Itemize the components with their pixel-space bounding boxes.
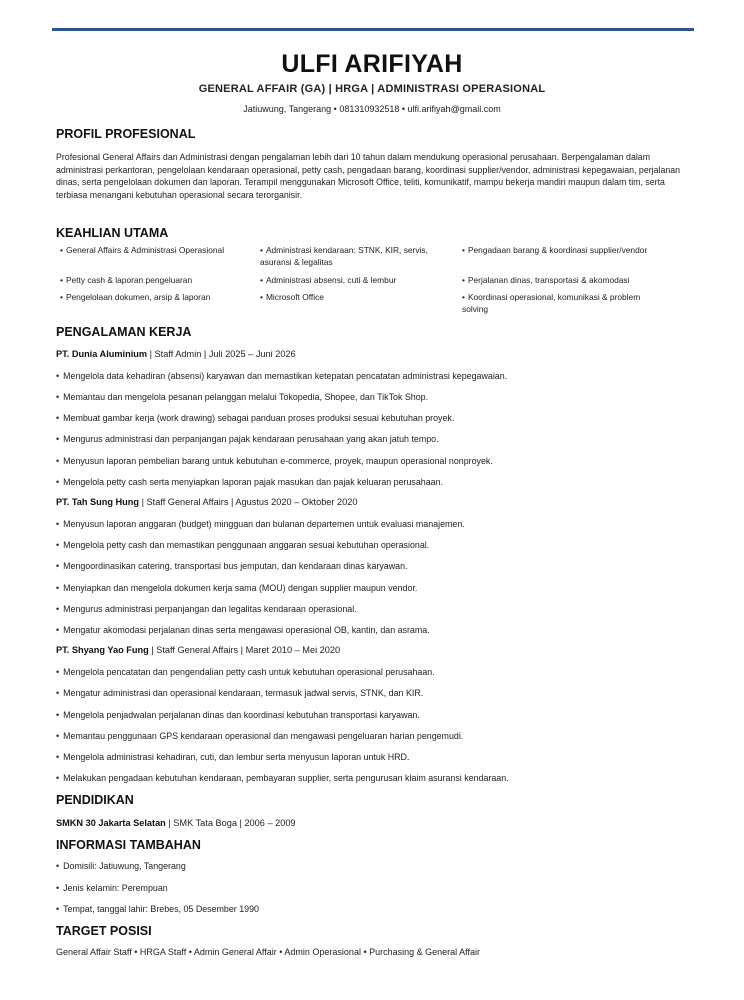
bullet: • bbox=[462, 292, 465, 302]
skill-label: Petty cash & laporan pengeluaran bbox=[65, 275, 193, 285]
duty-text: Memantau penggunaan GPS kendaraan operasional dan mengawasi pengeluaran harian pengemudi. bbox=[63, 731, 464, 741]
skill-label: Pengelolaan dokumen, arsip & laporan bbox=[65, 292, 211, 302]
bullet: • bbox=[56, 625, 60, 635]
job-header bbox=[56, 497, 357, 507]
bullet: • bbox=[260, 245, 263, 255]
job-header bbox=[56, 349, 296, 359]
duty-text: Mengelola administrasi kehadiran, cuti, dan lembur serta menyusun laporan untuk HRD. bbox=[63, 752, 410, 762]
job-detail: | Staff Admin | Juli 2025 – Juni 2026 bbox=[147, 349, 296, 359]
bullet: • bbox=[56, 688, 60, 698]
duty-text: Mengoordinasikan catering, transportasi bus jemputan, dan kendaraan dinas karyawan. bbox=[63, 561, 408, 571]
bullet: • bbox=[56, 667, 60, 677]
duty-text: Membuat gambar kerja (work drawing) sebagai panduan proses produksi sesuai kebutuhan proyek. bbox=[63, 413, 455, 423]
duty-text: Memantau dan mengelola pesanan pelanggan melalui Tokopedia, Shopee, dan TikTok Shop. bbox=[63, 392, 429, 402]
list-item bbox=[56, 731, 463, 741]
contact-line: Jatiuwung, Tangerang • 081310932518 • ulfi.arifiyah@gmail.com bbox=[243, 104, 501, 114]
education-detail: | SMK Tata Boga | 2006 – 2009 bbox=[165, 818, 296, 828]
bullet: • bbox=[56, 434, 60, 444]
list-item bbox=[56, 667, 435, 677]
list-item bbox=[56, 434, 439, 444]
duty-text: Mengatur administrasi dan operasional kendaraan, termasuk jadwal servis, STNK, dan KIR. bbox=[63, 688, 424, 698]
job-detail: | Staff General Affairs | Agustus 2020 – Oktober 2020 bbox=[139, 497, 358, 507]
skill-item bbox=[60, 275, 255, 287]
section-heading-education: PENDIDIKAN bbox=[56, 793, 134, 807]
info-text: Jenis kelamin: Perempuan bbox=[63, 883, 168, 893]
duty-text: Mengelola petty cash serta menyiapkan laporan pajak masukan dan pajak keluaran perusahaan. bbox=[63, 477, 444, 487]
list-item bbox=[56, 583, 417, 593]
list-item bbox=[56, 883, 168, 893]
section-heading-profile: PROFIL PROFESIONAL bbox=[56, 127, 196, 141]
skill-item bbox=[60, 245, 255, 257]
profile-summary: Profesional General Affairs dan Administrasi dengan pengalaman lebih dari 10 tahun dalam mendukung operasional perusahaan. Berpengalaman dalam administrasi perkantoran, pengelolaan kendaraan operasional, petty cash, pengadaan barang, koordinasi supplier/vendor, administrasi kepegawaian, perjalanan dinas, serta pengelolaan dokumen dan laporan. Terampil menggunakan Microsoft Office, teliti, komunikatif, mampu bekerja mandiri maupun dalam tim, serta terbiasa menangani kebutuhan operasional secara terorganisir. bbox=[56, 152, 681, 200]
skill-item bbox=[60, 292, 255, 304]
list-item bbox=[56, 413, 454, 423]
skill-item bbox=[462, 292, 657, 315]
list-item bbox=[56, 371, 507, 381]
list-item bbox=[56, 604, 357, 614]
job-header bbox=[56, 645, 340, 655]
bullet: • bbox=[56, 752, 60, 762]
bullet: • bbox=[462, 275, 465, 285]
skill-label: Pengadaan barang & koordinasi supplier/vendor bbox=[467, 245, 648, 255]
duty-text: Mengurus administrasi perpanjangan dan legalitas kendaraan operasional. bbox=[63, 604, 357, 614]
bullet: • bbox=[56, 561, 60, 571]
bullet: • bbox=[260, 292, 263, 302]
duty-text: Mengurus administrasi dan perpanjangan pajak kendaraan perusahaan yang akan jatuh tempo. bbox=[63, 434, 439, 444]
skill-label: Koordinasi operasional, komunikasi & problem solving bbox=[462, 292, 641, 314]
list-item bbox=[56, 561, 407, 571]
bullet: • bbox=[462, 245, 465, 255]
bullet: • bbox=[56, 477, 60, 487]
bullet: • bbox=[56, 519, 60, 529]
list-item bbox=[56, 519, 465, 529]
list-item bbox=[56, 540, 429, 550]
skill-label: Administrasi absensi, cuti & lembur bbox=[265, 275, 397, 285]
list-item bbox=[56, 688, 423, 698]
duty-text: Mengelola pencatatan dan pengendalian petty cash untuk kebutuhan operasional perusahaan. bbox=[63, 667, 435, 677]
skill-label: Administrasi kendaraan: STNK, KIR, servis, asuransi & legalitas bbox=[260, 245, 428, 267]
duty-text: Mengatur akomodasi perjalanan dinas serta mengawasi operasional OB, kantin, dan asrama. bbox=[63, 625, 430, 635]
bullet: • bbox=[56, 371, 60, 381]
bullet: • bbox=[56, 861, 60, 871]
list-item bbox=[56, 625, 430, 635]
list-item bbox=[56, 861, 186, 871]
skill-label: General Affairs & Administrasi Operasional bbox=[65, 245, 225, 255]
bullet: • bbox=[60, 275, 63, 285]
bullet: • bbox=[56, 583, 60, 593]
skill-item bbox=[462, 275, 657, 287]
candidate-title: GENERAL AFFAIR (GA) | HRGA | ADMINISTRASI OPERASIONAL bbox=[198, 83, 546, 95]
skill-item bbox=[260, 275, 455, 287]
bullet: • bbox=[56, 904, 60, 914]
company-name: PT. Tah Sung Hung bbox=[56, 497, 140, 507]
section-heading-skills: KEAHLIAN UTAMA bbox=[56, 226, 169, 240]
skill-item bbox=[260, 245, 455, 268]
info-text: Tempat, tanggal lahir: Brebes, 05 Desember 1990 bbox=[63, 904, 259, 914]
bullet: • bbox=[56, 604, 60, 614]
bullet: • bbox=[60, 245, 63, 255]
bullet: • bbox=[260, 275, 263, 285]
skill-label: Perjalanan dinas, transportasi & akomodasi bbox=[467, 275, 630, 285]
candidate-name: ULFI ARIFIYAH bbox=[281, 50, 463, 78]
list-item bbox=[56, 773, 509, 783]
bullet: • bbox=[56, 773, 60, 783]
section-heading-target: TARGET POSISI bbox=[56, 924, 152, 938]
list-item bbox=[56, 904, 259, 914]
bullet: • bbox=[56, 540, 60, 550]
company-name: PT. Dunia Aluminium bbox=[56, 349, 148, 359]
bullet: • bbox=[60, 292, 63, 302]
list-item bbox=[56, 456, 493, 466]
target-positions: General Affair Staff • HRGA Staff • Admin General Affair • Admin Operasional • Purchasing & General Affair bbox=[56, 947, 480, 957]
list-item bbox=[56, 710, 420, 720]
top-accent-bar bbox=[52, 28, 694, 31]
bullet: • bbox=[56, 883, 60, 893]
bullet: • bbox=[56, 456, 60, 466]
bullet: • bbox=[56, 710, 60, 720]
bullet: • bbox=[56, 392, 60, 402]
school-name: SMKN 30 Jakarta Selatan bbox=[56, 818, 166, 828]
duty-text: Menyusun laporan pembelian barang untuk kebutuhan e-commerce, proyek, maupun operasional nonproyek. bbox=[63, 456, 493, 466]
duty-text: Menyiapkan dan mengelola dokumen kerja sama (MOU) dengan supplier maupun vendor. bbox=[63, 583, 418, 593]
info-text: Domisili: Jatiuwung, Tangerang bbox=[63, 861, 186, 871]
job-detail: | Staff General Affairs | Maret 2010 – Mei 2020 bbox=[148, 645, 341, 655]
duty-text: Mengelola penjadwalan perjalanan dinas dan koordinasi kebutuhan transportasi karyawan. bbox=[63, 710, 420, 720]
bullet: • bbox=[56, 731, 60, 741]
skill-item bbox=[462, 245, 657, 257]
education-entry bbox=[56, 818, 296, 828]
company-name: PT. Shyang Yao Fung bbox=[56, 645, 149, 655]
duty-text: Mengelola data kehadiran (absensi) karyawan dan memastikan ketepatan pencatatan administrasi kepegawaian. bbox=[63, 371, 508, 381]
skill-label: Microsoft Office bbox=[265, 292, 324, 302]
list-item bbox=[56, 752, 409, 762]
skill-item bbox=[260, 292, 455, 304]
bullet: • bbox=[56, 413, 60, 423]
list-item bbox=[56, 477, 443, 487]
duty-text: Mengelola petty cash dan memastikan penggunaan anggaran sesuai kebutuhan operasional. bbox=[63, 540, 430, 550]
duty-text: Menyusun laporan anggaran (budget) mingguan dan bulanan departemen untuk evaluasi manajemen. bbox=[63, 519, 465, 529]
section-heading-experience: PENGALAMAN KERJA bbox=[56, 325, 192, 339]
list-item bbox=[56, 392, 428, 402]
duty-text: Melakukan pengadaan kebutuhan kendaraan, pembayaran supplier, serta pengurusan klaim asuransi kendaraan. bbox=[63, 773, 509, 783]
section-heading-additional: INFORMASI TAMBAHAN bbox=[56, 838, 201, 852]
